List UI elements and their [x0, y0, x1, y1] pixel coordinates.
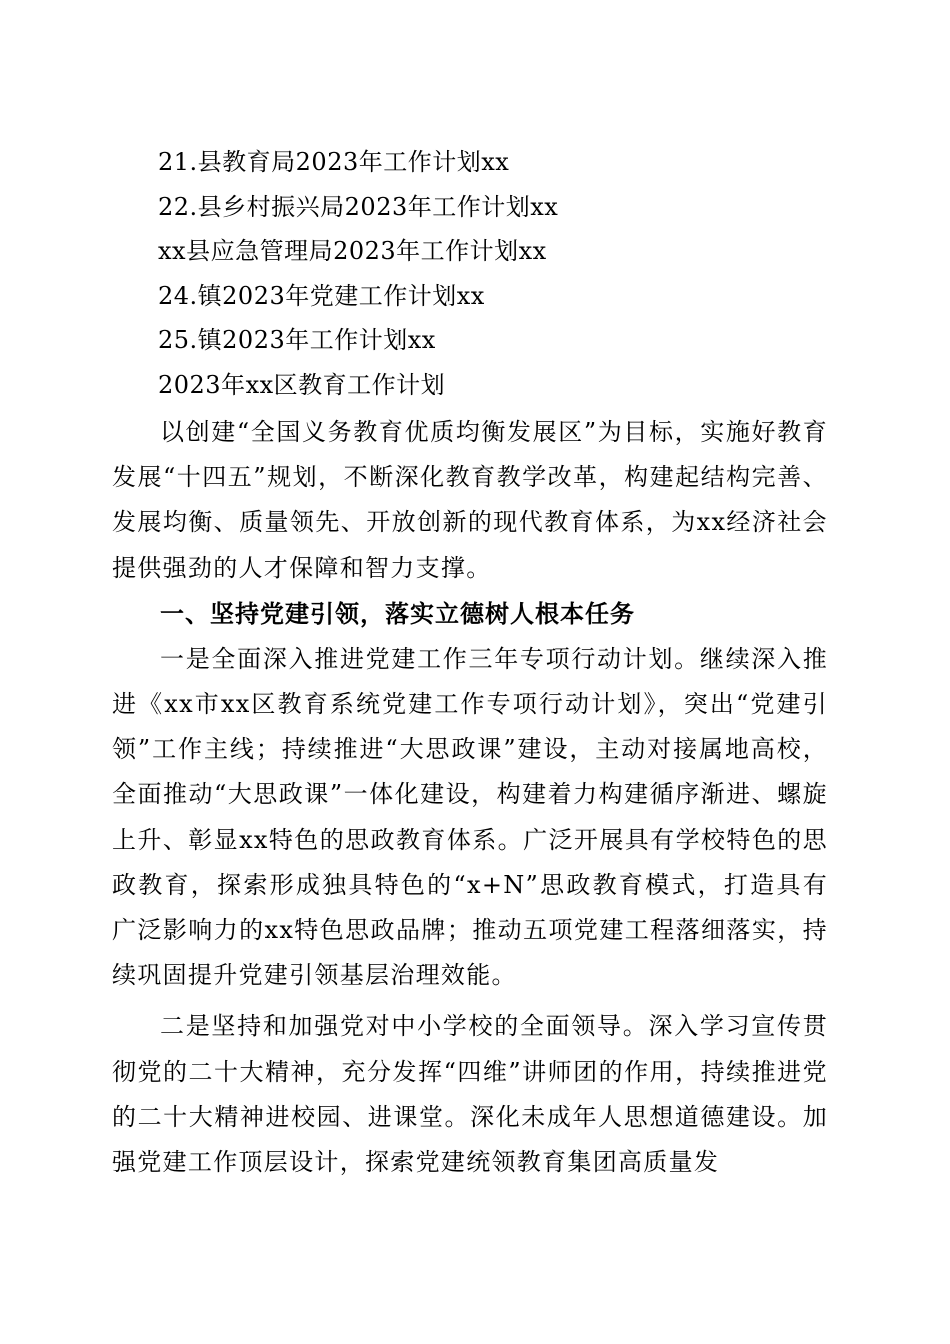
toc-item: xx县应急管理局2023年工作计划xx	[158, 237, 547, 265]
section-paragraph-1	[112, 637, 828, 999]
toc-item: 22.县乡村振兴局2023年工作计划xx	[158, 192, 559, 221]
intro-paragraph: 以创建“全国义务教育优质均衡发展区”为目标，实施好教育发展“十四五”规划，不断深化教育教学改革，构建起结构完善、发展均衡、质量领先、开放创新的现代教育体系，为xx经济社会提供强劲的人才保障和智力支撑。	[112, 418, 828, 582]
paragraph-text: 继续深入推进《xx市xx区教育系统党建工作专项行动计划》，突出“党建引领”工作主线；持续推进“大思政课”建设，主动对接属地高校，全面推动“大思政课”一体化建设，构建着力构建循序渐进、螺旋上升、彰显xx特色的思政教育体系。广泛开展具有学校特色的思政教育，探索形成独具特色的“x+N”思政教育模式，打造具有广泛影响力的xx特色思政品牌；推动五项党建工程落细落实，持续巩固提升党建引领基层治理效能。	[112, 644, 828, 990]
document-body	[112, 410, 828, 1185]
toc-item: 25.镇2023年工作计划xx	[158, 326, 436, 354]
toc-item: 21.县教育局2023年工作计划xx	[158, 148, 510, 176]
table-of-contents	[158, 140, 838, 407]
toc-item: 2023年xx区教育工作计划	[158, 370, 446, 399]
paragraph-lead: 一是全面深入推进党建工作三年专项行动计划。	[160, 644, 700, 673]
section-heading: 一、坚持党建引领，落实立德树人根本任务	[160, 599, 635, 628]
paragraph-text: 深入学习宣传贯彻党的二十大精神，充分发挥“四维”讲师团的作用，持续推进党的二十大精神进校园、进课堂。深化未成年人思想道德建设。加强党建工作顶层设计，探索党建统领教育集团高质量发	[112, 1012, 828, 1177]
section-paragraph-2	[112, 1004, 828, 1185]
toc-item: 24.镇2023年党建工作计划xx	[158, 281, 485, 310]
paragraph-lead: 二是坚持和加强党对中小学校的全面领导。	[160, 1012, 649, 1041]
